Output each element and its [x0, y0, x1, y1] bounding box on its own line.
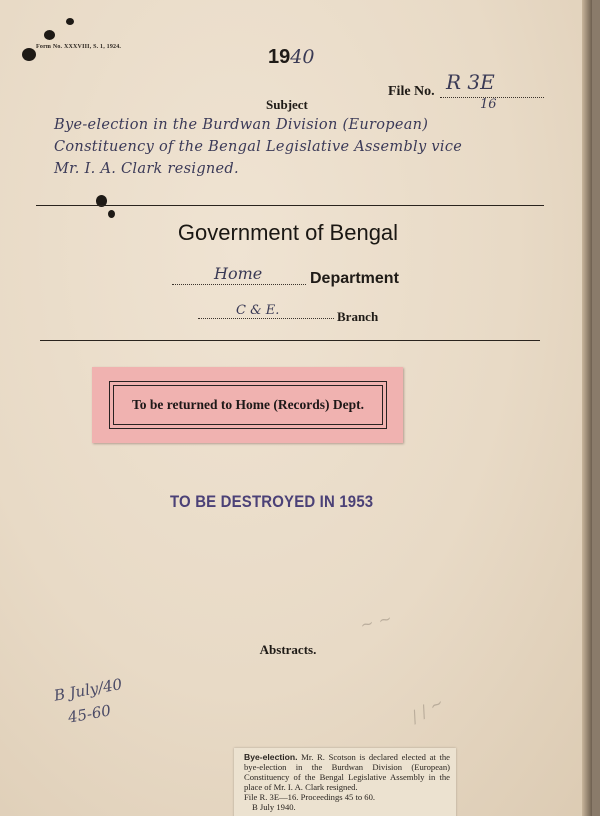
department-dotted-line [172, 284, 306, 285]
department-label: Department [310, 270, 399, 287]
subject-line: Mr. I. A. Clark resigned. [54, 161, 239, 177]
label-frame [109, 381, 387, 429]
return-label-text: To be returned to Home (Records) Dept. [131, 397, 365, 412]
file-year [268, 46, 314, 69]
margin-note-line: B July/40 [52, 674, 124, 705]
faint-pencil-mark: ~ ~ [358, 608, 394, 635]
government-title: Government of Bengal [177, 220, 399, 245]
department-handwritten: Home [214, 264, 263, 283]
clipping-heading: Bye-election. [244, 752, 298, 762]
branch-dotted-line [198, 318, 334, 319]
ink-blot [108, 210, 115, 218]
subject-line: Constituency of the Bengal Legislative Assembly vice [54, 139, 463, 155]
ink-blot [66, 18, 74, 25]
return-to-records-label [92, 367, 403, 443]
file-number-handwritten: R 3E [446, 70, 495, 94]
divider-rule [36, 205, 544, 206]
clipping-file-reference: File R. 3E—16. Proceedings 45 to 60. [244, 792, 376, 802]
faint-pencil-mark: / / ~ [407, 692, 447, 727]
year-handwritten: 40 [290, 46, 315, 68]
form-number: Form No. XXXVIII, S. 1, 1924. [36, 44, 122, 50]
ink-blot [44, 30, 55, 40]
branch-label: Branch [337, 309, 379, 324]
destroy-stamp [170, 492, 373, 512]
subject-handwritten [54, 114, 574, 180]
divider-rule [40, 340, 540, 341]
year-printed: 19 [268, 46, 291, 68]
abstracts-heading: Abstracts. [259, 642, 317, 657]
destroy-stamp-year: 53 [356, 492, 374, 511]
clipping-body: Mr. R. Scotson is declared elected at the bye-election in the Burdwan Division (European) Constituency of the Bengal Legislative Assembly in the place of Mr. I. A. Clark resigned. [244, 752, 450, 792]
clipping-date-reference: B July 1940. [252, 802, 296, 812]
destroy-stamp-text: TO BE DESTROYED IN 19 [170, 492, 357, 511]
abstract-clipping [234, 748, 456, 816]
file-number-label: File No. [388, 84, 435, 99]
ink-blot [22, 48, 36, 61]
file-number-sub-handwritten: 16 [480, 97, 497, 112]
margin-note-line: 45-60 [66, 701, 113, 727]
margin-handwritten-note [52, 672, 128, 731]
subject-label: Subject [266, 97, 308, 112]
branch-handwritten: C & E. [236, 303, 280, 318]
label-frame-inner [113, 385, 383, 425]
page-edge-shadow [582, 0, 592, 816]
subject-line: Bye-election in the Burdwan Division (European) [54, 117, 429, 133]
